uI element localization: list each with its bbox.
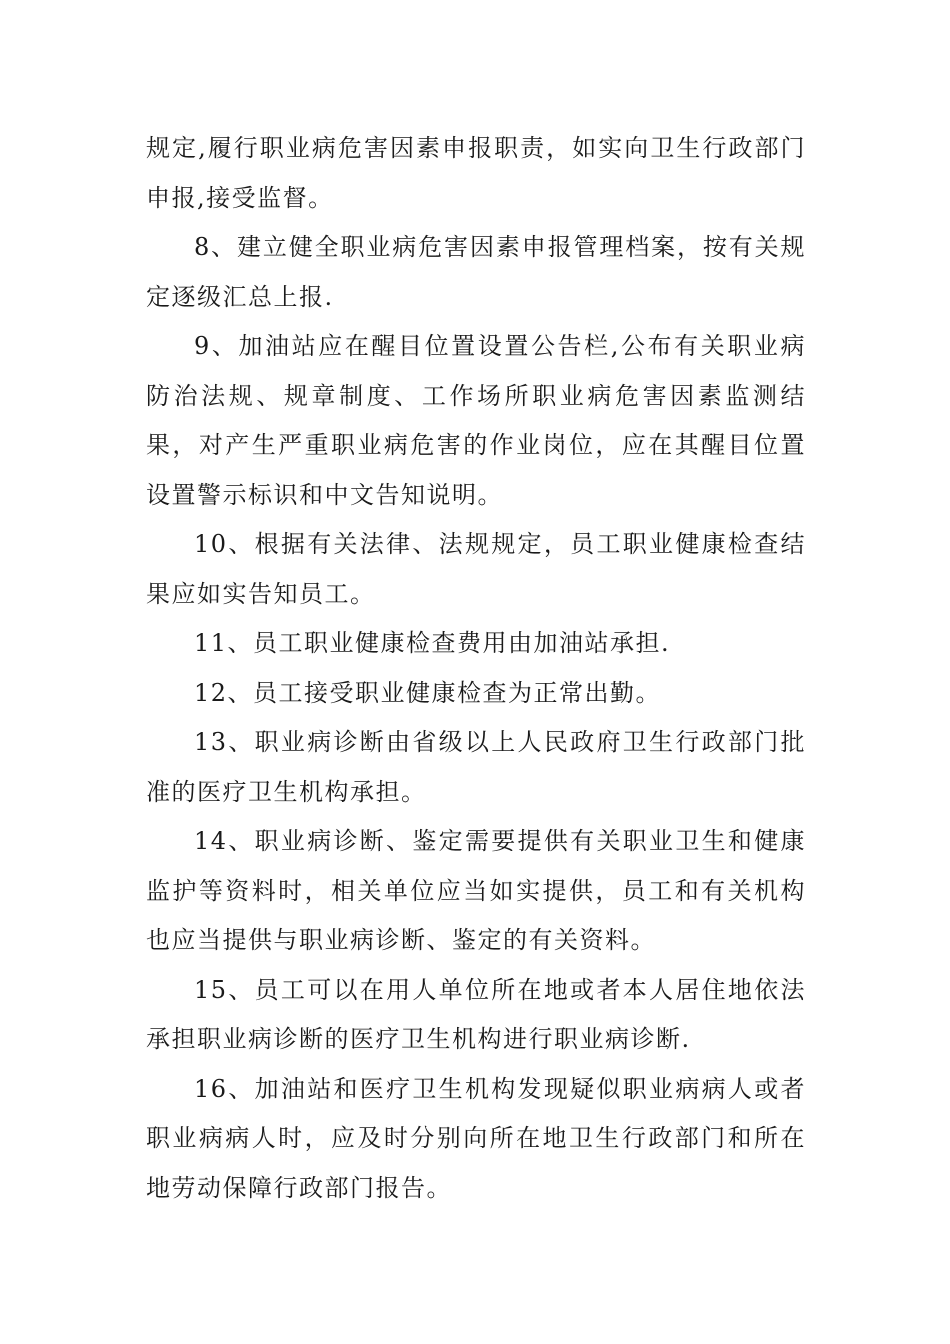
paragraph-item-10: 10、根据有关法律、法规规定，员工职业健康检查结果应如实告知员工。	[146, 530, 806, 608]
paragraph-item-15: 15、员工可以在用人单位所在地或者本人居住地依法承担职业病诊断的医疗卫生机构进行职业病诊断.	[146, 975, 806, 1053]
paragraph-item-14: 14、职业病诊断、鉴定需要提供有关职业卫生和健康监护等资料时，相关单位应当如实提供，员工和有关机构也应当提供与职业病诊断、鉴定的有关资料。	[146, 827, 806, 954]
paragraph-item-16: 16、加油站和医疗卫生机构发现疑似职业病病人或者职业病病人时，应及时分别向所在地卫生行政部门和所在地劳动保障行政部门报告。	[146, 1074, 806, 1202]
paragraph-item-12: 12、员工接受职业健康检查为正常出勤。	[194, 678, 662, 707]
paragraph-item-11: 11、员工职业健康检查费用由加油站承担.	[194, 629, 671, 657]
paragraph-item-8: 8、建立健全职业病危害因素申报管理档案，按有关规定逐级汇总上报.	[146, 233, 806, 311]
document-body	[146, 124, 806, 1213]
paragraph-item-13: 13、职业病诊断由省级以上人民政府卫生行政部门批准的医疗卫生机构承担。	[146, 728, 806, 806]
paragraph-continuation: 规定,履行职业病危害因素申报职责，如实向卫生行政部门申报,接受监督。	[146, 134, 806, 212]
paragraph-item-9: 9、加油站应在醒目位置设置公告栏,公布有关职业病防治法规、规章制度、工作场所职业病危害因素监测结果，对产生严重职业病危害的作业岗位，应在其醒目位置设置警示标识和中文告知说明。	[146, 332, 806, 509]
